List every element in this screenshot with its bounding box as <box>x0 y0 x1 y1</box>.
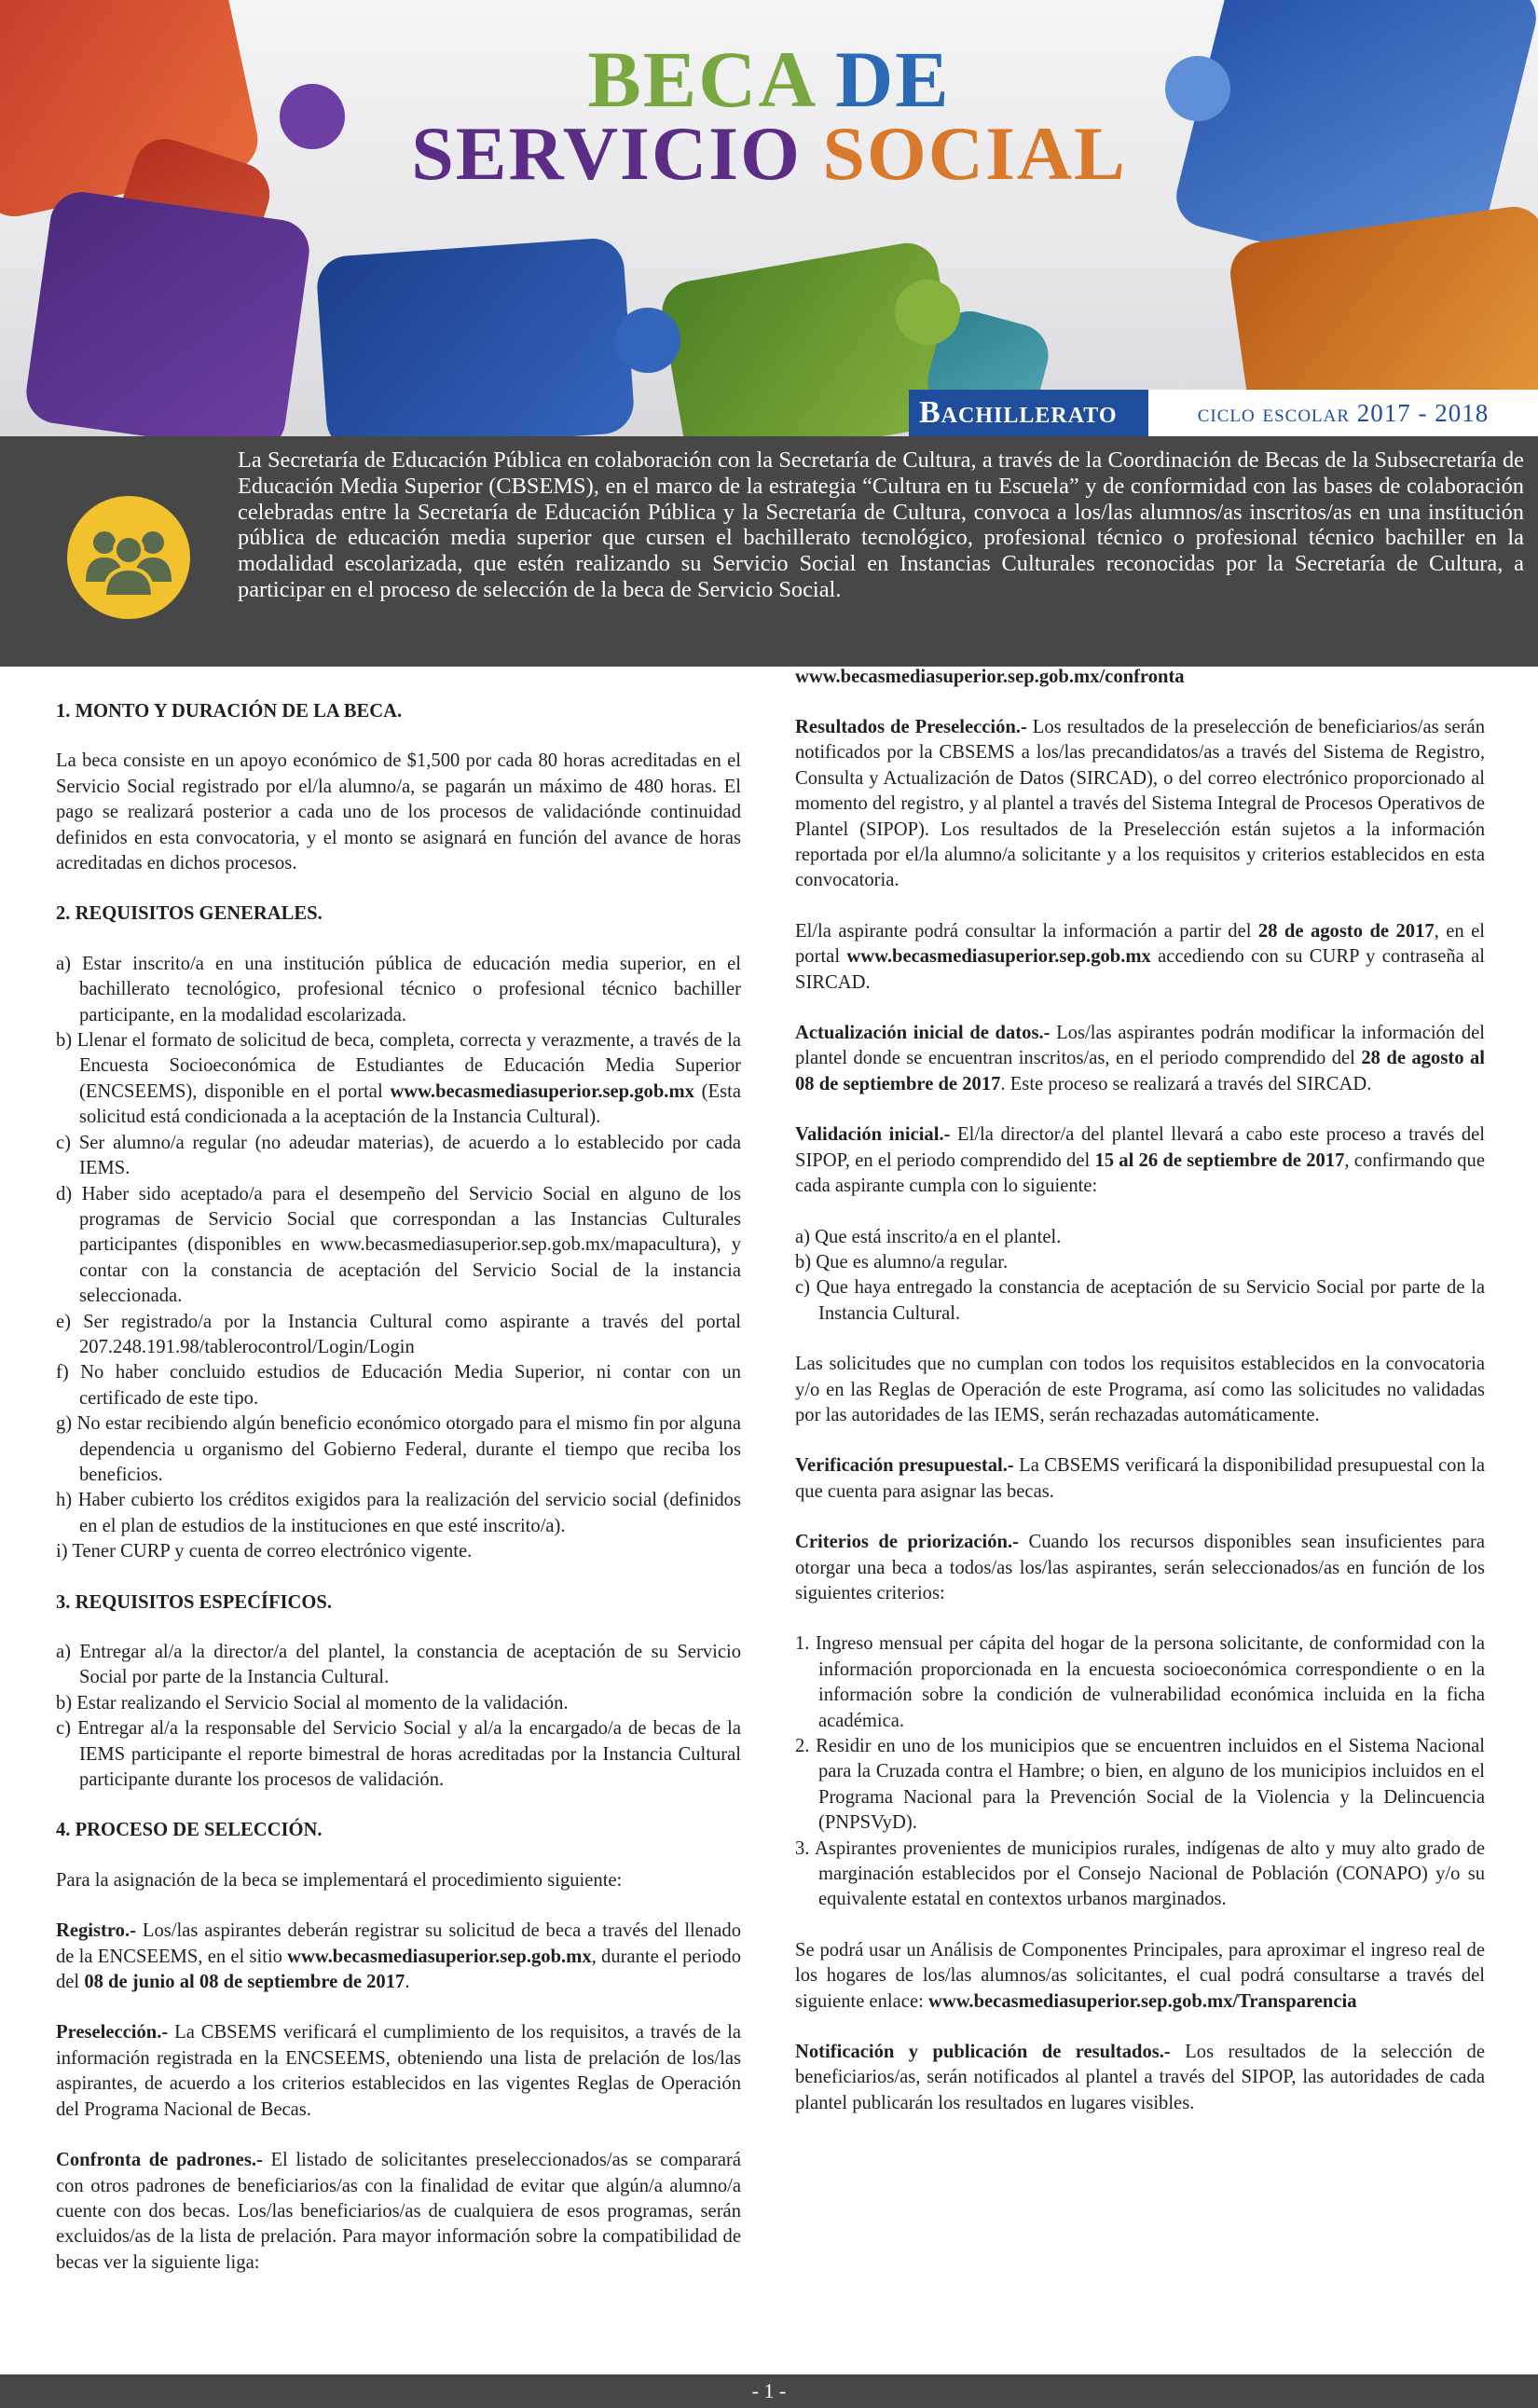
section-1-text: La beca consiste en un apoyo económico de $1,500 por cada 80 horas acreditadas en el Servicio Social registrado por el/la alumno/a, se pagarán un máximo de 480 horas. El pago se realizará posterior a cada uno de los procesos de validaciónde continuidad definidos en esta convocatoria, y el monto se asignará en función del avance de horas acreditadas en dichos procesos. <box>56 750 741 874</box>
validacion-date: 15 al 26 de septiembre de 2017 <box>1094 1149 1345 1171</box>
specific-requirement-c: c) Entregar al/a la responsable del Servicio Social y al/a la encargado/a de becas de la IEMS participante el reporte bimestral de horas acreditadas por la Instancia Cultural participante durante los procesos de validación. <box>56 1718 741 1791</box>
title-word-de: DE <box>835 34 951 124</box>
puzzle-photo-students <box>315 237 636 436</box>
title-word-servicio: SERVICIO <box>411 111 802 196</box>
puzzle-knob <box>895 280 960 345</box>
notificacion-paragraph <box>795 2040 1485 2116</box>
criterio-1: 1. Ingreso mensual per cápita del hogar de la persona solicitante, de conformidad con la información proporcionada en la encuesta socioeconómica correspondiente o en la información sobre la condición de vulnerabilidad económica incluida en la ficha académica. <box>795 1633 1485 1731</box>
validacion-item-a: a) Que está inscrito/a en el plantel. <box>795 1226 1062 1247</box>
specific-requirement-a: a) Entregar al/a la director/a del plantel, la constancia de aceptación de su Servicio Social por parte de la Instancia Cultural. <box>56 1642 741 1688</box>
consulta-text-end: accediendo con su CURP y contraseña al SIRCAD. <box>795 946 1486 993</box>
section-2-title: 2. REQUISITOS GENERALES. <box>56 903 323 925</box>
title-line-1 <box>0 34 1538 124</box>
intro-paragraph: La Secretaría de Educación Pública en colaboración con la Secretaría de Cultura, a través de la Coordinación de Becas de la Subsecretaría de Educación Media Superior (CBSEMS), en el marco de la estrategia “Cultura en tu Escuela” y de conformidad con las bases de colaboración celebradas entre la Secretaría de Educación Pública y la Secretaría de Cultura, convoca a los/las alumnos/as inscritos/as en una institución pública de educación media superior que cursen el bachillerato tecnológico, profesional técnico o profesional técnico bachiller en la modalidad escolarizada, que estén realizando su Servicio Social en Instancias Culturales reconocidas por la Secretaría de Cultura, a participar en el proceso de selección de la beca de Servicio Social. <box>238 447 1524 602</box>
requirement-b-text: b) Llenar el formato de solicitud de beca, completa, correcta y verazmente, a través de la Encuesta Socioeconómica de Estudiantes de Educación Media Superior (ENCSEEMS), disponible en el portal <box>56 1030 741 1102</box>
verificacion-text: La CBSEMS verificará la disponibilidad presupuestal con la que cuenta para asignar las becas. <box>795 1455 1485 1502</box>
actualizacion-label: Actualización inicial de datos.- <box>795 1023 1051 1044</box>
puzzle-knob <box>615 308 680 373</box>
left-column <box>56 688 741 2301</box>
analisis-text: Se podrá usar un Análisis de Componentes Principales, para aproximar el ingreso real de los hogares de los/las alumnos/as solicitantes, el cual podrá consultarse a través del siguiente enlace: <box>795 1939 1485 2012</box>
consulta-text-mid: , en el portal <box>795 920 1485 968</box>
preseleccion-text: La CBSEMS verificará el cumplimiento de los requisitos, a través de la información registrada en la ENCSEEMS, obteniendo una lista de prelación de los/las aspirantes, de acuerdo a los criterios establecidos en las vigentes Reglas de Operación del Programa Nacional de Becas. <box>56 2022 741 2120</box>
actualizacion-text: Los/las aspirantes podrán modificar la información del plantel donde se encuentran inscritos/as, en el periodo comprendido del <box>795 1023 1485 1069</box>
verificacion-label: Verificación presupuestal.- <box>795 1455 1014 1477</box>
confronta-label: Confronta de padrones.- <box>56 2150 263 2171</box>
consulta-date: 28 de agosto de 2017 <box>1257 920 1435 942</box>
validacion-text-end: , confirmando que cada aspirante cumpla con lo siguiente: <box>795 1149 1485 1197</box>
puzzle-photo-classroom <box>22 188 313 436</box>
right-column <box>795 666 1486 2141</box>
registro-label: Registro.- <box>56 1920 136 1942</box>
registro-link[interactable]: www.becasmediasuperior.sep.gob.mx <box>287 1946 592 1967</box>
confronta-text: El listado de solicitantes preseleccionados/as se comparará con otros padrones de beneficiarios/as con la finalidad de evitar que algún/a alumno/a cuente con dos becas. Los/las beneficiarios/as de cualquiera de esos programas, serán excluidos/as de la lista de prelación. Para mayor información sobre la compatibilidad de becas ver la siguiente liga: <box>56 2150 742 2273</box>
portal-link[interactable]: www.becasmediasuperior.sep.gob.mx <box>390 1080 694 1102</box>
section-1-title: 1. MONTO Y DURACIÓN DE LA BECA. <box>56 701 403 722</box>
criterio-3: 3. Aspirantes provenientes de municipios rurales, indígenas de alto y muy alto grado de marginación establecidos por el Consejo Nacional de Población (CONAPO) y/o su equivalente estatal en contextos urbanos marginados. <box>795 1837 1485 1910</box>
resultados-paragraph <box>795 715 1485 894</box>
validacion-item-c: c) Que haya entregado la constancia de aceptación de su Servicio Social por parte de la Instancia Cultural. <box>795 1277 1485 1324</box>
validacion-label: Validación inicial.- <box>795 1124 951 1146</box>
requirement-f: f) No haber concluido estudios de Educación Media Superior, ni contar con un certificado de este tipo. <box>56 1362 741 1409</box>
preseleccion-paragraph <box>56 2020 741 2123</box>
verificacion-paragraph <box>795 1453 1485 1505</box>
level-label: Bachillerato <box>919 395 1118 430</box>
confronta-paragraph <box>56 2148 741 2276</box>
section-3-list <box>56 1640 741 1793</box>
requirement-g: g) No estar recibiendo algún beneficio económico otorgado para el mismo fin por alguna dependencia u organismo del Gobierno Federal, durante el tiempo que reciba los beneficios. <box>56 1413 741 1485</box>
rechazo-paragraph: Las solicitudes que no cumplan con todos los requisitos establecidos en la convocatoria y/o en las Reglas de Operación de este Programa, así como las solicitudes no validadas por las autoridades de las IEMS, serán rechazadas automáticamente. <box>795 1354 1485 1425</box>
analisis-paragraph <box>795 1938 1485 2015</box>
requirement-i: i) Tener CURP y cuenta de correo electrónico vigente. <box>56 1541 473 1562</box>
requirement-b <box>56 1028 741 1131</box>
confronta-continued <box>795 665 1485 690</box>
requirement-b-note: (Esta solicitud está condicionada a la aceptación de la Instancia Cultural). <box>79 1080 741 1128</box>
section-2-list <box>56 952 741 1565</box>
actualizacion-paragraph <box>795 1021 1485 1097</box>
notificacion-text: Los resultados de la selección de beneficiarios/as, serán notificados al plantel a través del SIPOP, las autoridades de cada plantel publicarán los resultados en lugares visibles. <box>795 2042 1485 2113</box>
validacion-item-b: b) Que es alumno/a regular. <box>795 1251 1009 1273</box>
validacion-list <box>795 1225 1485 1328</box>
section-4-intro: Para la asignación de la beca se implementará el procedimiento siguiente: <box>56 1869 623 1891</box>
validacion-paragraph <box>795 1122 1485 1199</box>
specific-requirement-b: b) Estar realizando el Servicio Social al momento de la validación. <box>56 1692 569 1713</box>
notificacion-label: Notificación y publicación de resultados.- <box>795 2042 1171 2063</box>
title-word-social: SOCIAL <box>822 111 1127 196</box>
consulta-link[interactable]: www.becasmediasuperior.sep.gob.mx <box>846 946 1151 968</box>
title-line-2 <box>0 112 1538 196</box>
registro-text-end: . <box>405 1972 410 1993</box>
requirement-a: a) Estar inscrito/a en una institución pública de educación media superior, en el bachillerato tecnológico, profesional técnico o profesional técnico bachiller participante, en la modalidad escolarizada. <box>56 953 741 1025</box>
criterios-list <box>795 1631 1485 1912</box>
section-4-title: 4. PROCESO DE SELECCIÓN. <box>56 1820 323 1841</box>
title-word-beca: BECA <box>587 34 814 124</box>
criterios-paragraph <box>795 1530 1485 1606</box>
requirement-c: c) Ser alumno/a regular (no adeudar materias), de acuerdo a lo establecido por cada IEMS. <box>56 1132 741 1179</box>
header-banner <box>0 0 1538 436</box>
requirement-h: h) Haber cubierto los créditos exigidos para la realización del servicio social (definidos en el plan de estudios de la instituciones en que esté inscrito/a). <box>56 1490 741 1536</box>
criterios-text: Cuando los recursos disponibles sean insuficientes para otorgar una beca a todos/as los/las aspirantes, serán seleccionados/as en función de los siguientes criterios: <box>795 1532 1486 1603</box>
school-cycle-label: ciclo escolar 2017 - 2018 <box>1148 390 1538 436</box>
registro-date: 08 de junio al 08 de septiembre de 2017 <box>84 1972 405 1993</box>
page-number: - 1 - <box>0 2374 1538 2408</box>
confronta-link[interactable]: www.becasmediasuperior.sep.gob.mx/confronta <box>795 666 1185 687</box>
criterio-2: 2. Residir en uno de los municipios que se encuentren incluidos en el Sistema Nacional para la Cruzada contra el Hambre; o bien, en alguno de los municipios incluidos en el Programa Nacional para la Prevención Social de la Violencia y la Delincuencia (PNPSVyD). <box>795 1736 1485 1834</box>
registro-paragraph <box>56 1919 741 1995</box>
transparencia-link[interactable]: www.becasmediasuperior.sep.gob.mx/Transparencia <box>927 1990 1357 2012</box>
group-people-icon <box>67 496 190 619</box>
resultados-text: Los resultados de la preselección de beneficiarios/as serán notificados por la CBSEMS a los/las precandidatos/as a través del Sistema de Registro, Consulta y Actualización de Datos (SIRCAD), o del correo electrónico proporcionado al momento del registro, y al plantel a través del Sistema Integral de Procesos Operativos de Plantel (SIPOP). Los resultados de la Preselección están sujetos a la información reportada por el/la alumno/a solicitante y a los requisitos y criterios establecidos en esta convocatoria. <box>795 717 1485 891</box>
requirement-d: d) Haber sido aceptado/a para el desempeño del Servicio Social en alguno de los programas de Servicio Social que correspondan a las Instancias Culturales participantes (disponibles en www.becasmediasuperior.sep.gob.mx/mapacultura), y contar con la constancia de aceptación del Servicio Social de la instancia seleccionada. <box>56 1183 741 1307</box>
registro-text: Los/las aspirantes deberán registrar su solicitud de beca a través del llenado de la ENCSEEMS, en el sitio <box>56 1920 741 1967</box>
registro-text-mid: , durante el periodo del <box>56 1946 741 1993</box>
consulta-paragraph <box>795 919 1485 996</box>
preseleccion-label: Preselección.- <box>56 2022 169 2043</box>
requirement-e: e) Ser registrado/a por la Instancia Cultural como aspirante a través del portal 207.248.191.98/tablerocontrol/Login/Login <box>56 1311 741 1357</box>
validacion-text: El/la director/a del plantel llevará a cabo este proceso a través del SIPOP, en el periodo comprendido del <box>795 1124 1486 1171</box>
section-3-title: 3. REQUISITOS ESPECÍFICOS. <box>56 1591 333 1613</box>
actualizacion-date: 28 de agosto al 08 de septiembre de 2017 <box>795 1048 1485 1094</box>
actualizacion-text-end: . Este proceso se realizará a través del SIRCAD. <box>1000 1073 1372 1094</box>
criterios-label: Criterios de priorización.- <box>795 1532 1019 1553</box>
resultados-label: Resultados de Preselección.- <box>795 717 1027 738</box>
consulta-text: El/la aspirante podrá consultar la información a partir del <box>795 920 1258 942</box>
